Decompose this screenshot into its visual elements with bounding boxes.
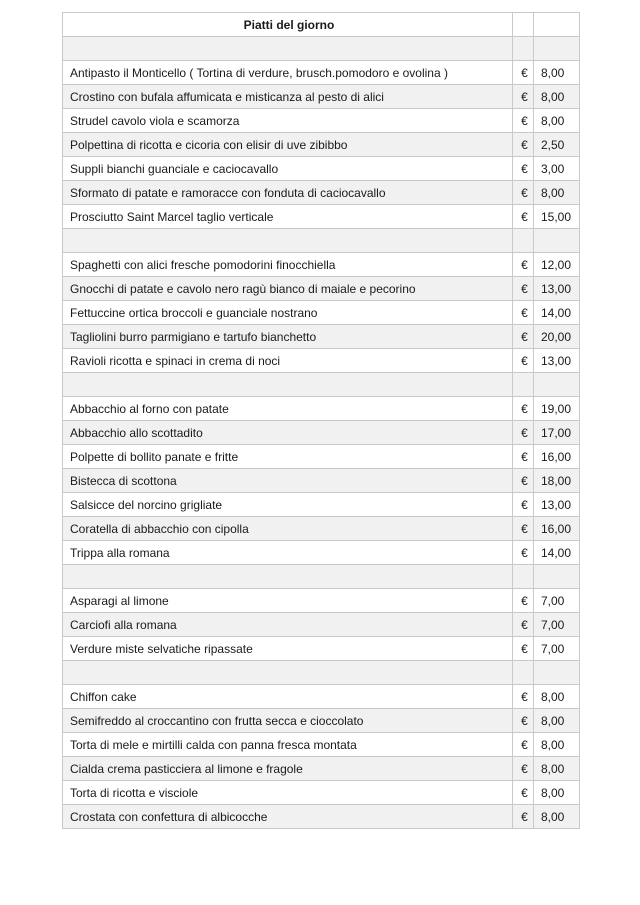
- separator-row: [63, 565, 580, 589]
- currency-symbol: €: [513, 517, 534, 541]
- dish-name: Crostino con bufala affumicata e misticanza al pesto di alici: [63, 85, 513, 109]
- separator-row: [63, 373, 580, 397]
- empty-price-cell: [534, 229, 580, 253]
- price-value: 18,00: [534, 469, 580, 493]
- dish-name: Tagliolini burro parmigiano e tartufo bianchetto: [63, 325, 513, 349]
- price-value: 16,00: [534, 517, 580, 541]
- menu-header-row: [63, 13, 580, 37]
- currency-symbol: €: [513, 325, 534, 349]
- menu-table-body: [63, 13, 580, 829]
- menu-item-row: [63, 493, 580, 517]
- menu-item-row: [63, 157, 580, 181]
- menu-item-row: [63, 781, 580, 805]
- price-value: 13,00: [534, 349, 580, 373]
- currency-symbol: €: [513, 133, 534, 157]
- dish-name: Semifreddo al croccantino con frutta secca e cioccolato: [63, 709, 513, 733]
- price-value: 13,00: [534, 277, 580, 301]
- menu-item-row: [63, 685, 580, 709]
- currency-symbol: €: [513, 109, 534, 133]
- price-value: 8,00: [534, 709, 580, 733]
- currency-symbol: €: [513, 85, 534, 109]
- menu-item-row: [63, 325, 580, 349]
- empty-currency-cell: [513, 37, 534, 61]
- dish-name: Ravioli ricotta e spinaci in crema di noci: [63, 349, 513, 373]
- dish-name: Cialda crema pasticciera al limone e fragole: [63, 757, 513, 781]
- dish-name: Carciofi alla romana: [63, 613, 513, 637]
- menu-item-row: [63, 757, 580, 781]
- separator-row: [63, 37, 580, 61]
- menu-item-row: [63, 397, 580, 421]
- menu-item-row: [63, 205, 580, 229]
- separator-row: [63, 661, 580, 685]
- dish-name: Chiffon cake: [63, 685, 513, 709]
- dish-name: Gnocchi di patate e cavolo nero ragù bianco di maiale e pecorino: [63, 277, 513, 301]
- price-value: 7,00: [534, 637, 580, 661]
- empty-price-cell: [534, 37, 580, 61]
- price-value: 13,00: [534, 493, 580, 517]
- price-value: 7,00: [534, 613, 580, 637]
- empty-name-cell: [63, 37, 513, 61]
- price-value: 2,50: [534, 133, 580, 157]
- currency-symbol: €: [513, 805, 534, 829]
- currency-symbol: €: [513, 589, 534, 613]
- dish-name: Bistecca di scottona: [63, 469, 513, 493]
- currency-symbol: €: [513, 421, 534, 445]
- price-value: 8,00: [534, 685, 580, 709]
- empty-price-cell: [534, 661, 580, 685]
- currency-symbol: €: [513, 397, 534, 421]
- currency-symbol: €: [513, 301, 534, 325]
- currency-symbol: €: [513, 685, 534, 709]
- dish-name: Strudel cavolo viola e scamorza: [63, 109, 513, 133]
- dish-name: Abbacchio al forno con patate: [63, 397, 513, 421]
- menu-item-row: [63, 301, 580, 325]
- menu-item-row: [63, 61, 580, 85]
- dish-name: Torta di ricotta e visciole: [63, 781, 513, 805]
- dish-name: Fettuccine ortica broccoli e guanciale nostrano: [63, 301, 513, 325]
- price-value: 8,00: [534, 757, 580, 781]
- price-value: 14,00: [534, 301, 580, 325]
- empty-price-cell: [534, 565, 580, 589]
- separator-row: [63, 229, 580, 253]
- currency-symbol: €: [513, 253, 534, 277]
- dish-name: Polpette di bollito panate e fritte: [63, 445, 513, 469]
- price-value: 8,00: [534, 805, 580, 829]
- dish-name: Salsicce del norcino grigliate: [63, 493, 513, 517]
- dish-name: Trippa alla romana: [63, 541, 513, 565]
- price-value: 8,00: [534, 109, 580, 133]
- currency-symbol: €: [513, 205, 534, 229]
- menu-item-row: [63, 181, 580, 205]
- price-value: 3,00: [534, 157, 580, 181]
- currency-symbol: €: [513, 157, 534, 181]
- price-value: 8,00: [534, 181, 580, 205]
- menu-title: Piatti del giorno: [63, 13, 513, 37]
- daily-menu-table: [62, 12, 580, 829]
- currency-symbol: €: [513, 445, 534, 469]
- header-price-cell: [534, 13, 580, 37]
- menu-item-row: [63, 253, 580, 277]
- menu-item-row: [63, 589, 580, 613]
- empty-currency-cell: [513, 229, 534, 253]
- menu-item-row: [63, 421, 580, 445]
- price-value: 8,00: [534, 85, 580, 109]
- empty-currency-cell: [513, 373, 534, 397]
- currency-symbol: €: [513, 349, 534, 373]
- currency-symbol: €: [513, 733, 534, 757]
- currency-symbol: €: [513, 469, 534, 493]
- empty-name-cell: [63, 565, 513, 589]
- price-value: 14,00: [534, 541, 580, 565]
- menu-item-row: [63, 541, 580, 565]
- menu-item-row: [63, 445, 580, 469]
- price-value: 19,00: [534, 397, 580, 421]
- currency-symbol: €: [513, 181, 534, 205]
- dish-name: Suppli bianchi guanciale e caciocavallo: [63, 157, 513, 181]
- price-value: 15,00: [534, 205, 580, 229]
- menu-item-row: [63, 277, 580, 301]
- menu-item-row: [63, 109, 580, 133]
- menu-item-row: [63, 469, 580, 493]
- dish-name: Antipasto il Monticello ( Tortina di verdure, brusch.pomodoro e ovolina ): [63, 61, 513, 85]
- empty-currency-cell: [513, 661, 534, 685]
- price-value: 8,00: [534, 61, 580, 85]
- currency-symbol: €: [513, 781, 534, 805]
- price-value: 16,00: [534, 445, 580, 469]
- dish-name: Polpettina di ricotta e cicoria con elisir di uve zibibbo: [63, 133, 513, 157]
- dish-name: Sformato di patate e ramoracce con fonduta di caciocavallo: [63, 181, 513, 205]
- currency-symbol: €: [513, 277, 534, 301]
- dish-name: Crostata con confettura di albicocche: [63, 805, 513, 829]
- currency-symbol: €: [513, 709, 534, 733]
- currency-symbol: €: [513, 637, 534, 661]
- empty-price-cell: [534, 373, 580, 397]
- price-value: 17,00: [534, 421, 580, 445]
- empty-name-cell: [63, 229, 513, 253]
- currency-symbol: €: [513, 493, 534, 517]
- empty-name-cell: [63, 373, 513, 397]
- empty-name-cell: [63, 661, 513, 685]
- currency-symbol: €: [513, 61, 534, 85]
- menu-item-row: [63, 349, 580, 373]
- price-value: 20,00: [534, 325, 580, 349]
- dish-name: Verdure miste selvatiche ripassate: [63, 637, 513, 661]
- price-value: 8,00: [534, 733, 580, 757]
- menu-item-row: [63, 133, 580, 157]
- menu-item-row: [63, 613, 580, 637]
- menu-item-row: [63, 805, 580, 829]
- dish-name: Prosciutto Saint Marcel taglio verticale: [63, 205, 513, 229]
- dish-name: Torta di mele e mirtilli calda con panna fresca montata: [63, 733, 513, 757]
- dish-name: Asparagi al limone: [63, 589, 513, 613]
- menu-item-row: [63, 709, 580, 733]
- price-value: 12,00: [534, 253, 580, 277]
- price-value: 7,00: [534, 589, 580, 613]
- price-value: 8,00: [534, 781, 580, 805]
- header-currency-cell: [513, 13, 534, 37]
- currency-symbol: €: [513, 541, 534, 565]
- menu-item-row: [63, 733, 580, 757]
- dish-name: Abbacchio allo scottadito: [63, 421, 513, 445]
- empty-currency-cell: [513, 565, 534, 589]
- currency-symbol: €: [513, 613, 534, 637]
- dish-name: Spaghetti con alici fresche pomodorini finocchiella: [63, 253, 513, 277]
- menu-item-row: [63, 85, 580, 109]
- dish-name: Coratella di abbacchio con cipolla: [63, 517, 513, 541]
- menu-item-row: [63, 637, 580, 661]
- currency-symbol: €: [513, 757, 534, 781]
- menu-item-row: [63, 517, 580, 541]
